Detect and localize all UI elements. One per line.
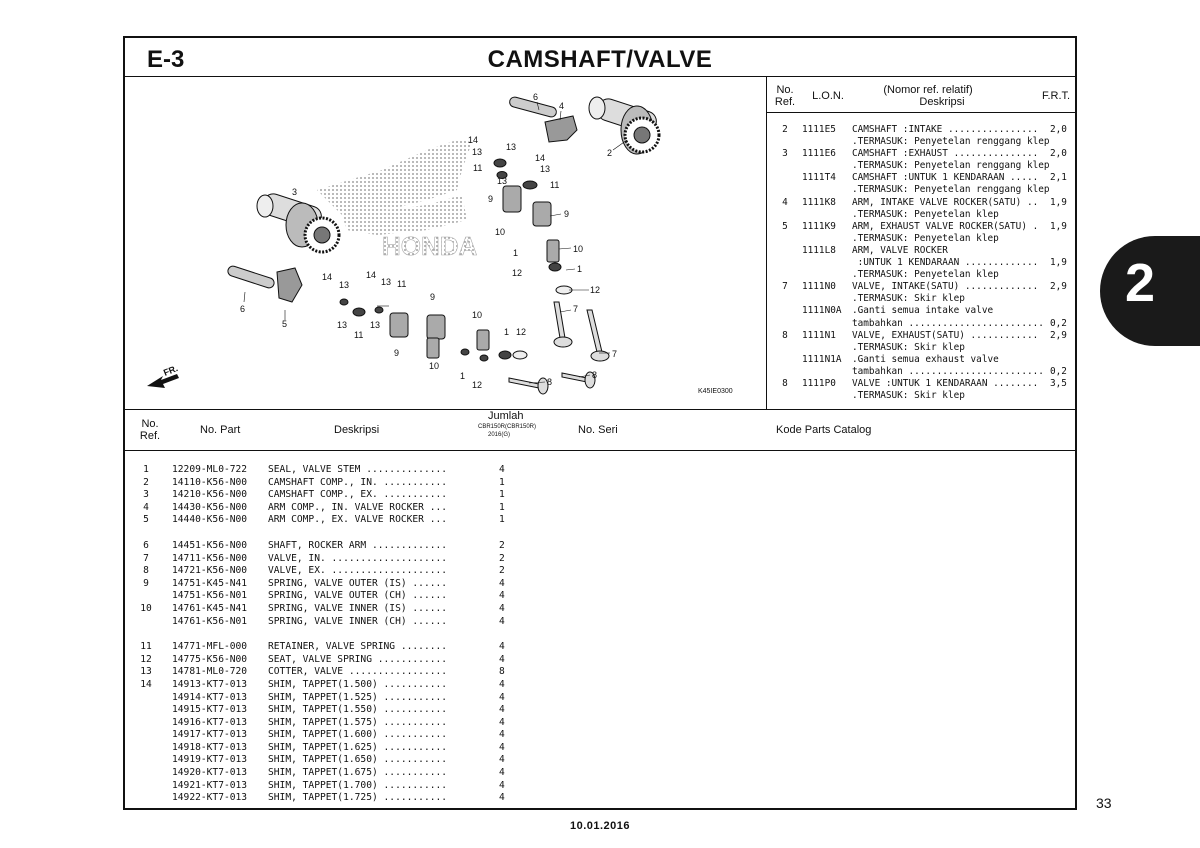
rocker-arm-shaft-lower (227, 265, 276, 289)
part-description: SHIM, TAPPET(1.525) ........... (268, 691, 448, 703)
part-description: RETAINER, VALVE SPRING ........ (268, 641, 448, 653)
frt-desc: VALVE :UNTUK 1 KENDARAAN ........ (852, 377, 1039, 389)
parts-row (138, 502, 518, 515)
frt-ref-no: 8 (782, 377, 788, 389)
diagram-code: K45IE0300 (698, 388, 733, 395)
frt-lon: 1111K8 (802, 196, 836, 208)
svg-text:9: 9 (564, 209, 570, 219)
svg-text:4: 4 (559, 101, 565, 111)
frt-row (778, 257, 1074, 269)
frt-row (778, 148, 1074, 160)
svg-text:1: 1 (504, 327, 510, 337)
part-quantity: 1 (499, 489, 505, 501)
list-header-ref-line2: Ref. (139, 430, 161, 442)
frt-desc: .TERMASUK: Skir klep (852, 293, 965, 305)
svg-text:9: 9 (430, 292, 436, 302)
frt-desc: .TERMASUK: Penyetelan renggang klep (852, 184, 1050, 196)
svg-text:11: 11 (397, 279, 407, 289)
parts-row (138, 754, 518, 767)
part-quantity: 4 (499, 704, 505, 716)
parts-row (138, 616, 518, 629)
parts-row (138, 477, 518, 490)
svg-text:13: 13 (370, 320, 381, 330)
part-quantity: 1 (499, 501, 505, 513)
svg-text:5: 5 (282, 319, 288, 329)
svg-text:13: 13 (381, 277, 392, 287)
frt-lon: 1111L8 (802, 244, 836, 256)
part-number: 14918-KT7-013 (172, 741, 248, 753)
parts-row (138, 514, 518, 527)
part-quantity: 4 (499, 615, 505, 627)
parts-row (138, 553, 518, 566)
frt-lon: 1111P0 (802, 377, 836, 389)
part-number: 14711-K56-N00 (172, 552, 248, 564)
part-description: CAMSHAFT COMP., EX. ........... (268, 489, 448, 501)
frt-desc: ARM, INTAKE VALVE ROCKER(SATU) .. (852, 196, 1039, 208)
part-number: 14775-K56-N00 (172, 653, 248, 665)
part-quantity: 4 (499, 590, 505, 602)
part-description: SHIM, TAPPET(1.575) ........... (268, 716, 448, 728)
svg-text:13: 13 (339, 280, 350, 290)
part-number: 14210-K56-N00 (172, 489, 248, 501)
svg-text:10: 10 (472, 310, 483, 320)
part-number: 14916-KT7-013 (172, 716, 248, 728)
part-quantity: 4 (499, 602, 505, 614)
frt-lon: 1111E5 (802, 124, 836, 135)
svg-text:13: 13 (540, 164, 551, 174)
list-header-divider (124, 450, 1076, 451)
svg-text:8: 8 (592, 370, 598, 380)
svg-text:8: 8 (547, 377, 553, 387)
part-description: SPRING, VALVE INNER (IS) ...... (268, 602, 448, 614)
frt-desc: VALVE, INTAKE(SATU) ............. (852, 281, 1039, 293)
part-description: VALVE, EX. .................... (268, 565, 448, 577)
part-quantity: 4 (499, 767, 505, 779)
part-number: 14915-KT7-013 (172, 704, 248, 716)
part-ref-no: 13 (140, 666, 152, 678)
frt-row (778, 378, 1074, 390)
part-number: 14914-KT7-013 (172, 691, 248, 703)
frt-value: 3,5 (1050, 377, 1067, 389)
list-header-qty: Jumlah (488, 410, 524, 422)
parts-list (138, 464, 518, 805)
part-ref-no: 2 (143, 476, 149, 488)
frt-desc: .TERMASUK: Penyetelan klep (852, 232, 999, 244)
part-number: 14751-K56-N01 (172, 590, 248, 602)
frt-value: 2,0 (1050, 124, 1067, 135)
part-quantity: 8 (499, 666, 505, 678)
svg-text:12: 12 (512, 268, 523, 278)
parts-row (138, 780, 518, 793)
frt-header-desc-line2: Deskripsi (919, 96, 965, 108)
list-header-serial: No. Seri (578, 424, 618, 436)
parts-row (138, 729, 518, 742)
part-quantity: 1 (499, 476, 505, 488)
part-number: 14920-KT7-013 (172, 767, 248, 779)
svg-text:6: 6 (240, 304, 246, 314)
group-spacer (138, 527, 518, 540)
list-header-ref-line1: No. (141, 418, 159, 430)
frt-desc: .TERMASUK: Penyetelan klep (852, 208, 999, 220)
frt-row (778, 305, 1074, 317)
diagram-divider (766, 76, 767, 409)
print-date: 10.01.2016 (569, 820, 631, 832)
frt-desc: .Ganti semua exhaust valve (852, 353, 999, 365)
frt-header-divider (767, 112, 1076, 113)
part-ref-no: 1 (143, 464, 149, 475)
svg-text:10: 10 (573, 244, 584, 254)
frt-desc: VALVE, EXHAUST(SATU) ............ (852, 329, 1039, 341)
frt-row (778, 221, 1074, 233)
part-description: SHIM, TAPPET(1.625) ........... (268, 741, 448, 753)
frt-row (778, 342, 1074, 354)
frt-value: 1,9 (1050, 257, 1067, 269)
parts-row (138, 717, 518, 730)
svg-text:13: 13 (472, 147, 483, 157)
part-description: COTTER, VALVE ................. (268, 666, 448, 678)
list-header-part-no: No. Part (200, 424, 241, 436)
part-quantity: 4 (499, 577, 505, 589)
part-description: ARM COMP., IN. VALVE ROCKER ... (268, 501, 448, 513)
svg-text:7: 7 (573, 304, 579, 314)
frt-desc: CAMSHAFT :INTAKE ................ (852, 124, 1039, 135)
svg-text:10: 10 (495, 227, 506, 237)
svg-text:14: 14 (322, 272, 333, 282)
frt-row (778, 136, 1074, 148)
parts-row (138, 578, 518, 591)
part-number: 14919-KT7-013 (172, 754, 248, 766)
frt-row (778, 330, 1074, 342)
part-ref-no: 6 (143, 539, 149, 551)
part-quantity: 4 (499, 641, 505, 653)
part-description: SEAT, VALVE SPRING ............ (268, 653, 448, 665)
part-ref-no: 9 (143, 577, 149, 589)
part-number: 12209-ML0-722 (172, 464, 248, 475)
part-number: 14917-KT7-013 (172, 729, 248, 741)
part-number: 14110-K56-N00 (172, 476, 248, 488)
frt-header-frt: F.R.T. (1041, 90, 1071, 102)
frt-table (778, 124, 1074, 402)
section-code: E-3 (147, 46, 185, 73)
frt-desc: CAMSHAFT :UNTUK 1 KENDARAAN ..... (852, 172, 1039, 184)
part-ref-no: 8 (143, 565, 149, 577)
part-ref-no: 4 (143, 501, 149, 513)
part-quantity: 4 (499, 754, 505, 766)
frt-header-desc (858, 84, 998, 108)
parts-row (138, 654, 518, 667)
frt-desc: .TERMASUK: Skir klep (852, 390, 965, 402)
part-ref-no: 3 (143, 489, 149, 501)
part-ref-no: 10 (140, 602, 152, 614)
part-description: VALVE, IN. .................... (268, 552, 448, 564)
frt-desc: :UNTUK 1 KENDARAAN ............. (852, 257, 1039, 269)
svg-text:13: 13 (506, 142, 517, 152)
part-number: 14721-K56-N00 (172, 565, 248, 577)
parts-row (138, 742, 518, 755)
frt-value: 1,9 (1050, 220, 1067, 232)
frt-header-ref-line2: Ref. (774, 96, 796, 108)
part-description: SPRING, VALVE OUTER (CH) ...... (268, 590, 448, 602)
frt-row (778, 184, 1074, 196)
part-quantity: 4 (499, 464, 505, 475)
frt-ref-no: 3 (782, 148, 788, 160)
camshaft-intake (589, 96, 659, 154)
svg-text:14: 14 (366, 270, 377, 280)
parts-row (138, 641, 518, 654)
svg-text:1: 1 (577, 264, 583, 274)
part-number: 14921-KT7-013 (172, 779, 248, 791)
svg-text:7: 7 (612, 349, 618, 359)
frt-value: 0,2 (1050, 317, 1067, 329)
part-number: 14751-K45-N41 (172, 577, 248, 589)
part-description: SEAL, VALVE STEM .............. (268, 464, 448, 475)
svg-text:11: 11 (473, 163, 483, 173)
front-arrow-icon (147, 363, 179, 388)
parts-row (138, 590, 518, 603)
frt-header-desc-line1: (Nomor ref. relatif) (883, 84, 973, 96)
frt-row (778, 269, 1074, 281)
frt-desc: .TERMASUK: Penyetelan renggang klep (852, 160, 1050, 172)
frt-row (778, 197, 1074, 209)
part-ref-no: 11 (140, 641, 152, 653)
part-description: SHIM, TAPPET(1.550) ........... (268, 704, 448, 716)
frt-row (778, 209, 1074, 221)
part-quantity: 4 (499, 741, 505, 753)
frt-lon: 1111N0A (802, 305, 842, 317)
frt-ref-no: 2 (782, 124, 788, 135)
camshaft-exhaust (257, 191, 339, 252)
part-ref-no: 7 (143, 552, 149, 564)
part-description: SPRING, VALVE INNER (CH) ...... (268, 615, 448, 627)
svg-text:11: 11 (354, 330, 364, 340)
part-description: CAMSHAFT COMP., IN. ........... (268, 476, 448, 488)
parts-row (138, 565, 518, 578)
list-top-divider (124, 409, 1076, 410)
frt-row (778, 124, 1074, 136)
frt-value: 2,9 (1050, 329, 1067, 341)
frt-desc: ARM, EXHAUST VALVE ROCKER(SATU) . (852, 220, 1039, 232)
frt-ref-no: 7 (782, 281, 788, 293)
frt-lon: 1111T4 (802, 172, 836, 184)
parts-row (138, 666, 518, 679)
svg-text:13: 13 (337, 320, 348, 330)
frt-row (778, 245, 1074, 257)
frt-row (778, 160, 1074, 172)
section-tab-number: 2 (1125, 253, 1156, 313)
honda-watermark-text: HONDA (382, 231, 478, 261)
frt-row (778, 233, 1074, 245)
part-number: 14451-K56-N00 (172, 539, 248, 551)
parts-row (138, 464, 518, 477)
part-quantity: 4 (499, 792, 505, 804)
frt-desc: .TERMASUK: Penyetelan renggang klep (852, 136, 1050, 148)
frt-value: 2,1 (1050, 172, 1067, 184)
part-number: 14781-ML0-720 (172, 666, 248, 678)
part-ref-no: 5 (143, 514, 149, 526)
exploded-parts-diagram (127, 80, 763, 406)
rocker-arm-exhaust (277, 268, 302, 302)
part-number: 14771-MFL-000 (172, 641, 248, 653)
part-quantity: 4 (499, 691, 505, 703)
list-header-ref (138, 418, 162, 442)
frt-value: 2,0 (1050, 148, 1067, 160)
frt-desc: tambahkan ........................ (852, 365, 1044, 377)
part-number: 14761-K45-N41 (172, 602, 248, 614)
part-quantity: 2 (499, 565, 505, 577)
part-description: SHIM, TAPPET(1.700) ........... (268, 779, 448, 791)
parts-row (138, 767, 518, 780)
part-description: SHAFT, ROCKER ARM ............. (268, 539, 448, 551)
part-description: SHIM, TAPPET(1.725) ........... (268, 792, 448, 804)
svg-text:9: 9 (488, 194, 494, 204)
list-header-catalog: Kode Parts Catalog (776, 424, 872, 436)
frt-lon: 1111N1A (802, 353, 842, 365)
parts-row (138, 679, 518, 692)
frt-row (778, 318, 1074, 330)
frt-row (778, 172, 1074, 184)
part-description: SHIM, TAPPET(1.675) ........... (268, 767, 448, 779)
part-number: 14913-KT7-013 (172, 678, 248, 690)
part-description: SPRING, VALVE OUTER (IS) ...... (268, 577, 448, 589)
group-spacer (138, 628, 518, 641)
frt-ref-no: 4 (782, 196, 788, 208)
rocker-arm-intake (545, 116, 577, 142)
part-number: 14440-K56-N00 (172, 514, 248, 526)
part-description: SHIM, TAPPET(1.500) ........... (268, 678, 448, 690)
frt-row (778, 281, 1074, 293)
svg-text:11: 11 (550, 180, 560, 190)
frt-value: 2,9 (1050, 281, 1067, 293)
part-quantity: 4 (499, 779, 505, 791)
parts-row (138, 489, 518, 502)
part-quantity: 4 (499, 716, 505, 728)
svg-text:12: 12 (472, 380, 483, 390)
part-number: 14922-KT7-013 (172, 792, 248, 804)
part-quantity: 4 (499, 653, 505, 665)
frt-desc: ARM, VALVE ROCKER (852, 244, 948, 256)
svg-text:12: 12 (516, 327, 527, 337)
frt-lon: 1111N1 (802, 329, 836, 341)
frt-row (778, 366, 1074, 378)
parts-row (138, 704, 518, 717)
frt-desc: .Ganti semua intake valve (852, 305, 994, 317)
parts-row (138, 603, 518, 616)
svg-text:1: 1 (460, 371, 466, 381)
part-description: ARM COMP., EX. VALVE ROCKER ... (268, 514, 448, 526)
part-quantity: 1 (499, 514, 505, 526)
frt-row (778, 293, 1074, 305)
part-quantity: 2 (499, 552, 505, 564)
part-description: SHIM, TAPPET(1.650) ........... (268, 754, 448, 766)
frt-ref-no: 5 (782, 220, 788, 232)
svg-text:12: 12 (590, 285, 601, 295)
list-header-model: CBR150R(CBR150R) (477, 424, 537, 430)
frt-lon: 1111K9 (802, 220, 836, 232)
part-ref-no: 14 (140, 678, 152, 690)
part-ref-no: 12 (140, 653, 152, 665)
title-divider (124, 76, 1076, 77)
svg-text:6: 6 (533, 92, 539, 102)
parts-row (138, 540, 518, 553)
svg-text:14: 14 (535, 153, 546, 163)
svg-text:14: 14 (468, 135, 479, 145)
page-title: CAMSHAFT/VALVE (487, 46, 713, 73)
part-quantity: 4 (499, 729, 505, 741)
frt-row (778, 354, 1074, 366)
svg-text:9: 9 (394, 348, 400, 358)
frt-header-ref (772, 84, 798, 108)
frt-desc: .TERMASUK: Skir klep (852, 341, 965, 353)
parts-row (138, 792, 518, 805)
svg-text:10: 10 (429, 361, 440, 371)
svg-text:3: 3 (292, 187, 298, 197)
frt-ref-no: 8 (782, 329, 788, 341)
svg-text:13: 13 (497, 176, 508, 186)
part-number: 14761-K56-N01 (172, 615, 248, 627)
frt-desc: CAMSHAFT :EXHAUST ............... (852, 148, 1039, 160)
part-description: SHIM, TAPPET(1.600) ........... (268, 729, 448, 741)
svg-text:2: 2 (607, 148, 613, 158)
frt-lon: 1111E6 (802, 148, 836, 160)
honda-wing-watermark (317, 140, 478, 261)
frt-header-ref-line1: No. (776, 84, 794, 96)
frt-value: 0,2 (1050, 365, 1067, 377)
part-quantity: 2 (499, 539, 505, 551)
valves (509, 302, 609, 394)
front-label: FR. (162, 363, 180, 378)
frt-desc: tambahkan ........................ (852, 317, 1044, 329)
page-number: 33 (1096, 795, 1112, 811)
frt-lon: 1111N0 (802, 281, 836, 293)
svg-text:1: 1 (513, 248, 519, 258)
list-header-year: 2016(G) (487, 432, 510, 438)
frt-row (778, 390, 1074, 402)
list-header-desc: Deskripsi (334, 424, 380, 436)
frt-desc: .TERMASUK: Penyetelan klep (852, 269, 999, 281)
frt-value: 1,9 (1050, 196, 1067, 208)
part-number: 14430-K56-N00 (172, 501, 248, 513)
part-quantity: 4 (499, 678, 505, 690)
parts-row (138, 692, 518, 705)
frt-header-lon: L.O.N. (812, 90, 844, 102)
